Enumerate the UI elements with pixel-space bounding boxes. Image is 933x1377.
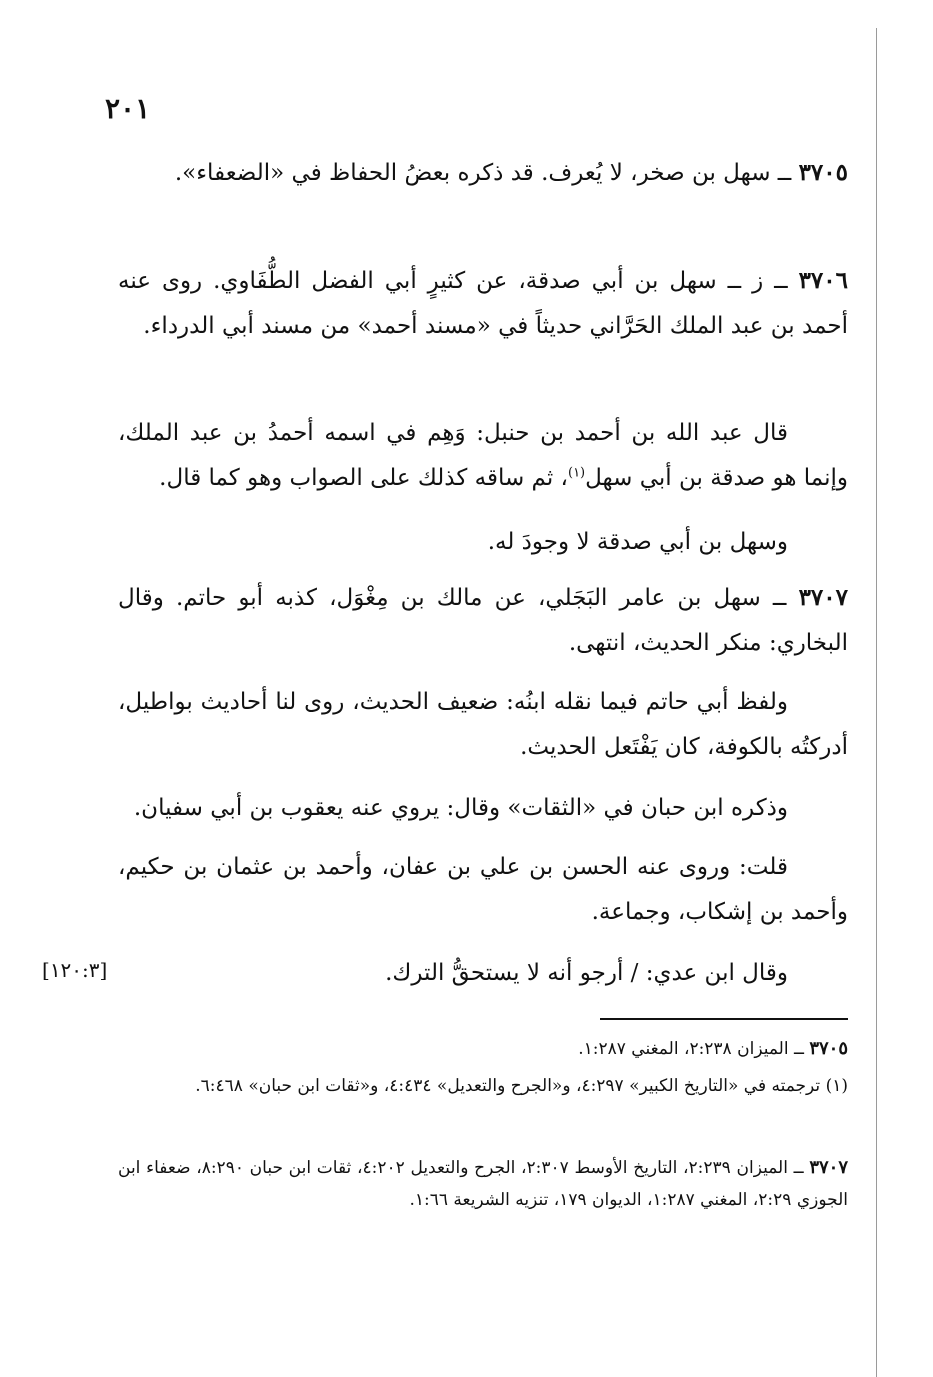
page-gutter-line [876, 28, 877, 1377]
entry-3707 [118, 575, 848, 666]
page-number: ٢٠١ [105, 92, 151, 125]
entry-3706 [118, 258, 848, 349]
footnote-number: ٣٧٠٧ [809, 1157, 848, 1178]
entry-3705 [118, 150, 848, 196]
footnote-number: ٣٧٠٥ [809, 1038, 848, 1059]
footnote-3705 [118, 1033, 848, 1065]
footnote-number: (١) [825, 1076, 848, 1096]
paragraph-ibn-hibban: وذكره ابن حبان في «الثقات» وقال: يروي عنه يعقوب بن أبي سفيان. [133, 795, 788, 821]
page-reference: [١٢٠:٣] [42, 958, 108, 982]
footnote-marker: (١) [567, 465, 586, 481]
footnote-text: ترجمته في «التاريخ الكبير» ٤:٢٩٧، و«الجرح والتعديل» ٤:٤٣٤، و«ثقات ابن حبان» ٦:٤٦٨. [195, 1076, 821, 1096]
entry-number: ٣٧٠٥ [798, 159, 848, 186]
paragraph-qultu: قلت: وروى عنه الحسن بن علي بن عفان، وأحمد بن عثمان بن حكيم، وأحمد بن إشكاب، وجماعة. [118, 854, 848, 925]
footnote-text: ــ الميزان ٢:٢٣٩، التاريخ الأوسط ٢:٣٠٧، الجرح والتعديل ٤:٢٠٢، ثقات ابن حبان ٨:٢٩٠، ضعفاء ابن الجوزي ٢:٢٩، المغني ١:٢٨٧، الديوان ١٧٩، تنزيه الشريعة ١:٦٦. [118, 1158, 848, 1210]
paragraph-text-cont: ، ثم ساقه كذلك على الصواب وهو كما قال. [159, 465, 568, 491]
paragraph-no-existence: وسهل بن أبي صدقة لا وجودَ له. [487, 529, 788, 555]
footnote-3707 [118, 1152, 848, 1216]
entry-text: ــ ز ــ سهل بن أبي صدقة، عن كثيرٍ أبي الفضل الطُّفَاوي. روى عنه أحمد بن عبد الملك الحَرَّاني حديثاً في «مسند أحمد» من مسند أبي الدرداء. [118, 268, 848, 339]
entry-number: ٣٧٠٧ [798, 584, 848, 611]
paragraph-abdullah-note [118, 411, 848, 501]
paragraph-abu-hatim: ولفظ أبي حاتم فيما نقله ابنُه: ضعيف الحديث، روى لنا أحاديث بواطيل، أدركتُه بالكوفة، كان يَفْتَعل الحديث. [118, 689, 848, 760]
entry-number: ٣٧٠٦ [798, 267, 848, 294]
entry-text: ــ سهل بن صخر، لا يُعرف. قد ذكره بعضُ الحفاظ في «الضعفاء». [174, 160, 792, 186]
footnote-divider [600, 1018, 848, 1020]
entry-text: ــ سهل بن عامر البَجَلي، عن مالك بن مِغْوَل، كذبه أبو حاتم. وقال البخاري: منكر الحديث، انتهى. [118, 585, 848, 656]
footnote-1 [118, 1070, 848, 1102]
paragraph-ibn-adi: وقال ابن عدي: / أرجو أنه لا يستحقُّ الترك. [385, 960, 788, 986]
paragraph-text: قال عبد الله بن أحمد بن حنبل: وَهِم في اسمه أحمدُ بن عبد الملك، وإنما هو صدقة بن أبي سهل [118, 420, 848, 491]
footnote-text: ــ الميزان ٢:٢٣٨، المغني ١:٢٨٧. [578, 1039, 804, 1059]
